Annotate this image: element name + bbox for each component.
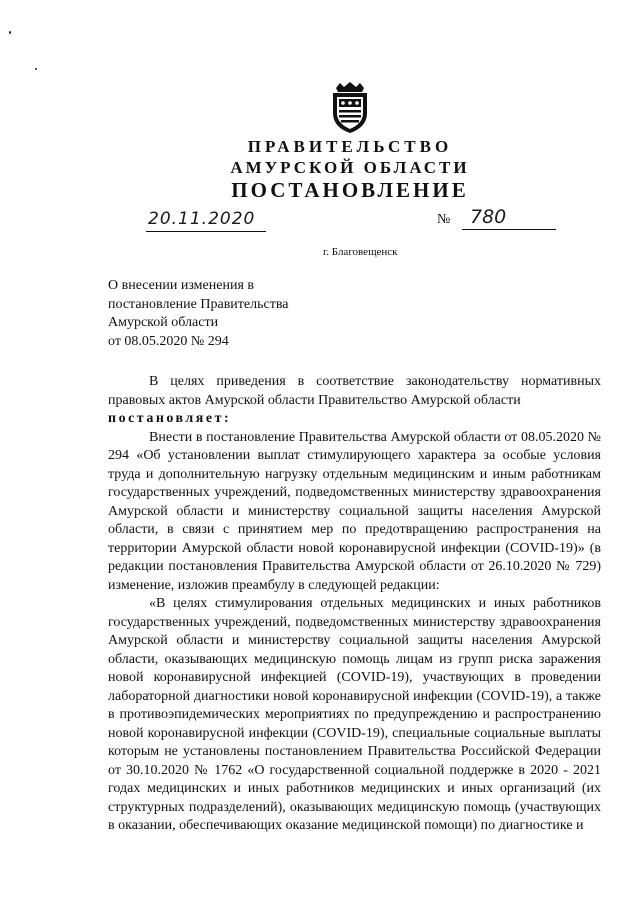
resolves-word: [108, 410, 601, 429]
number-label: №: [437, 212, 451, 227]
region-heading: АМУРСКОЙ ОБЛАСТИ: [230, 158, 470, 177]
resolves-text: постановляет:: [108, 411, 232, 426]
handwritten-number: 780: [470, 206, 507, 228]
document-body: [108, 373, 601, 836]
coat-of-arms-icon: [328, 82, 372, 134]
quote-paragraph: «В целях стимулирования отдельных медицинских и иных работников государственных учреждений, подведомственных министерству здравоохранения Амурской области и министерству социальной защиты населения Амурской области, оказывающих медицинскую помощь лицам из групп риска заражения новой коронавирусной инфекцией (COVID-19), участвующих в проведении лабораторной диагностики новой коронавирусной инфекции (COVID-19), а также в противоэпидемических мероприятиях по предупреждению и распространению новой коронавирусной инфекции (COVID-19), специальные социальные выплаты которым не установлены постановлением Правительства Российской Федерации от 30.10.2020 № 1762 «О государственной социальной поддержке в 2020 - 2021 годах медицинских и иных работников медицинских и иных организаций (их структурных подразделений), оказывающих медицинскую помощь (участвующих в оказании, обеспечивающих оказание медицинской помощи) по диагностике и: [108, 596, 601, 833]
subject-line: постановление Правительства: [108, 296, 289, 312]
scan-speck: [35, 68, 37, 70]
handwritten-date: 20.11.2020: [148, 209, 256, 229]
subject-line: Амурской области: [108, 315, 219, 330]
document-subject: [108, 277, 368, 351]
scan-speck: [9, 31, 11, 34]
document-type-heading: ПОСТАНОВЛЕНИЕ: [231, 178, 469, 202]
city-label: г. Благовещенск: [323, 246, 398, 258]
date-field: [146, 210, 272, 234]
subject-line: О внесении изменения в: [108, 278, 254, 293]
intro-paragraph: В целях приведения в соответствие законодательству нормативных правовых актов Амурской области Правительство Амурской области: [108, 374, 601, 408]
item-paragraph: Внести в постановление Правительства Амурской области от 08.05.2020 № 294 «Об установлении выплат стимулирующего характера за особые условия труда и дополнительную нагрузку отдельным медицинским и иным работникам государственных учреждений, подведомственных министерству здравоохранения Амурской области и министерству социальной защиты населения Амурской области, в связи с принятием мер по предотвращению распространения на территории Амурской области новой коронавирусной инфекции (COVID-19)» (в редакции постановления Правительства Амурской области от 26.10.2020 № 729) изменение, изложив преамбулу в следующей редакции:: [108, 429, 601, 593]
date-underline: [146, 231, 266, 232]
number-field: [462, 208, 558, 232]
number-underline: [462, 229, 556, 230]
government-heading: ПРАВИТЕЛЬСТВО: [247, 137, 453, 156]
subject-line: от 08.05.2020 № 294: [108, 333, 229, 349]
